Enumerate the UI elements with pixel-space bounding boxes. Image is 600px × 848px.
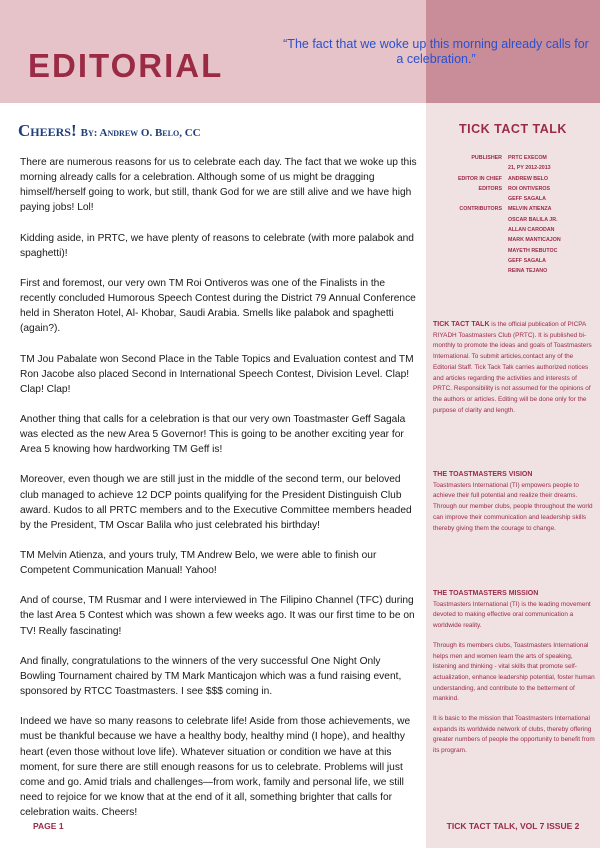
about-block [433,320,595,416]
mission-paragraph: Toastmasters International (TI) is the leading movement devoted to making effective oral communication a worldwide reality. [433,600,591,630]
vision-heading: THE TOASTMASTERS VISION [433,471,533,478]
issue-label: TICK TACT TALK, VOL 7 ISSUE 2 [446,821,580,831]
article-paragraph: First and foremost, our very own TM Roi Ontiveros was one of the Finalists in the recently concluded Humorous Speech Contest during the District 79 Annual Conference held in Sheraton Hotel, Al- Khobar, Saudi Arabia. Smells like palabok and spaghetti (again?). [20,277,416,335]
article-heading [18,121,201,141]
staff-role: PUBLISHER [471,155,502,161]
staff-name: MARK MANTICAJON [508,237,561,244]
article-paragraph: TM Melvin Atienza, and yours truly, TM Andrew Belo, we were able to finish our Competent Communication Manual! Yahoo! [20,550,377,577]
vision-text: Toastmasters International (TI) empowers people to achieve their full potential and realize their dreams. Through our member clubs, people throughout the world can improve their communication and leadership skills thereby giving them the courage to change. [433,481,593,532]
article-paragraph: Kidding aside, in PRTC, we have plenty of reasons to celebrate (with more palabok and spaghetti)! [20,232,414,259]
page-title: EDITORIAL [28,47,224,84]
pull-quote: “The fact that we woke up this morning already calls for a celebration.” [283,37,589,66]
staff-name: 21, PY 2012-2013 [508,165,551,172]
staff-name: REINA TEJANO [508,268,548,275]
staff-name: MAYETH REBUTOC [508,247,558,254]
staff-name: MELVIN ATIENZA [508,206,552,213]
article-paragraph: And of course, TM Rusmar and I were interviewed in The Filipino Channel (TFC) during the last Area 5 Contest which was shown a few weeks ago. It was our first time to be on TV! Really fascinating! [20,595,415,637]
staff-role: EDITORS [478,185,502,192]
staff-role: CONTRIBUTORS [459,206,502,213]
page-number: PAGE 1 [33,821,64,831]
staff-row-contributors [436,204,596,276]
vision-block [433,470,595,534]
article-title: Cheers! [18,121,77,140]
article-paragraph: And finally, congratulations to the winners of the very successful One Night Only Bowling Tournament chaired by TM Mark Manticajon which was a fund raising event, sponsored by RTCC Toastmasters. I see $$$ coming in. [20,655,402,698]
mission-block [433,589,595,757]
mission-heading: THE TOASTMASTERS MISSION [433,590,539,597]
staff-row-editors [436,184,596,205]
staff-role: EDITOR IN CHIEF [457,175,502,182]
article-paragraph: Indeed we have so many reasons to celebrate life! Aside from those achievements, we must be thankful because we have a healthy body, healthy mind (I hope), and healthy heart (even those without love life). Whatever situation or condition we have at this moment, for sure there are still enough reasons for us to celebrate. Problems will just come and go. Amid trials and challenges—from work, family and personal life, we still need to rejoice for we know that at the end of it all, something brighter that calls for celebration waits. Cheers! [20,716,411,818]
staff-name: PRTC EXECOM [508,155,547,161]
mission-paragraph: It is basic to the mission that Toastmasters International expands its worldwide network of clubs, thereby offering greater numbers of people the opportunity to benefit from its program. [433,715,595,755]
about-lead: TICK TACT TALK [433,321,490,328]
staff-name: ANDREW BELO [508,175,549,182]
article-paragraph: There are numerous reasons for us to celebrate each day. The fact that we woke up this morning already calls for a celebration. Although some of us might be dragging himself/herself going to work, but still, thank God for we are still alive and we have high paying jobs! Lol! [20,157,417,214]
staff-row-editor-in-chief [436,174,596,184]
staff-name: GEFF SAGALA [508,257,546,264]
article-paragraph: Another thing that calls for a celebration is that our very own Toastmaster Geff Sagala was elected as the new Area 5 Governor! This is going to be another exciting year for Area 5 knowing how hardworking TM Geff is! [20,413,406,456]
staff-list [436,153,596,277]
article-paragraph: Moreover, even though we are still just in the middle of the second term, our beloved club managed to achieve 12 DCP points qualifying for the President Distinguish Club award. Kudos to all PRTC members and to the Executive Committee members headed by the President, TM Oscar Balila who just celebrated his birthday! [20,474,412,531]
staff-name: ALLAN CARODAN [508,227,555,234]
about-text: is the official publication of PICPA RIYADH Toastmasters Club (PRTC). It is published bi-monthly to promote the ideas and goals of Toastmasters International. To submit articles,contact any of the Editorial Staff. Tick Tack Talk carries authorized notices and articles regarding the activities and interests of PRTC. Responsibility is not assumed for the opinions of the authors or articles. Editing will be done only for the purpose of clarity and length. [433,321,592,414]
staff-name: GEFF SAGALA [508,196,546,203]
staff-row-publisher [436,153,596,174]
article-paragraph: TM Jou Pabalate won Second Place in the Table Topics and Evaluation contest and TM Ron Jacobe also placed Second in International Speech Contest, Division Level. Clap! Clap! Clap! [20,353,414,395]
staff-name: ROI ONTIVEROS [508,185,551,192]
staff-name: OSCAR BALILA JR. [508,216,558,223]
article-body [20,155,418,835]
article-byline: By: Andrew O. Belo, CC [80,127,201,139]
mission-paragraph: Through its members clubs, Toastmasters International helps men and women learn the arts of speaking, listening and thinking - vital skills that promote self-actualization, enhance leadership potential, foster human understanding, and contribute to the betterment of mankind. [433,641,595,703]
sidebar-title: TICK TACT TALK [459,122,567,136]
